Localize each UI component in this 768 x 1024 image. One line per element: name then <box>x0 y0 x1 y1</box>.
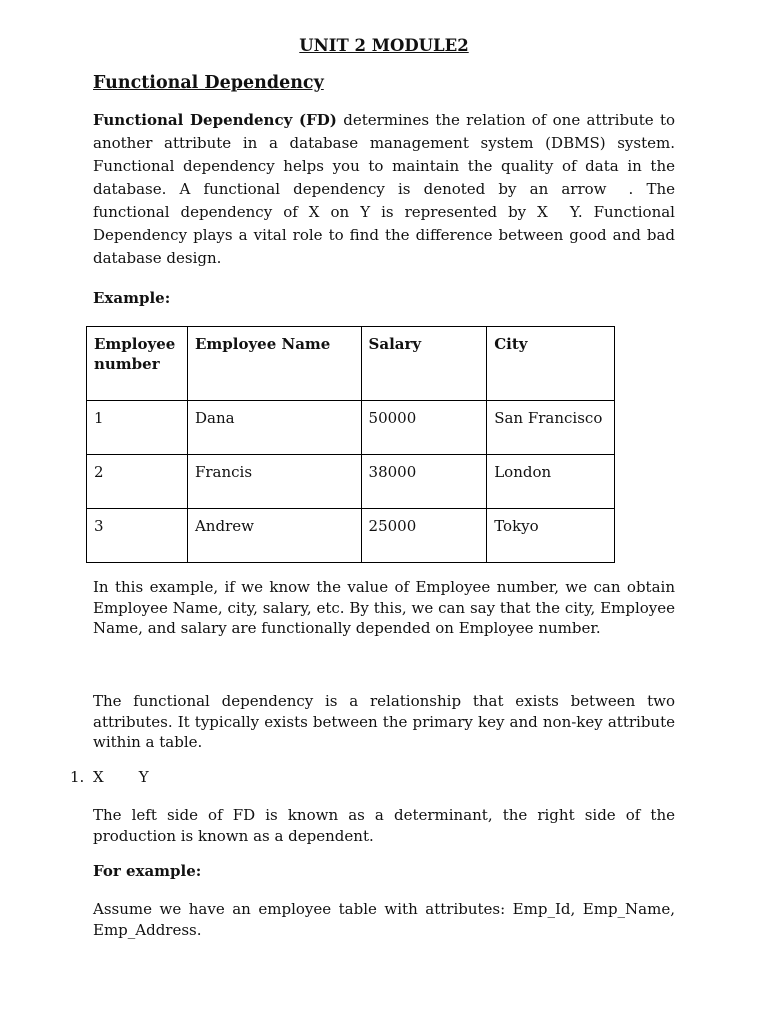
page-title: UNIT 2 MODULE2 <box>299 36 469 55</box>
table-header-cell: Employee Name <box>187 327 361 401</box>
fd-left: X <box>93 768 104 786</box>
table-cell: Tokyo <box>487 509 615 563</box>
explanation-paragraph: In this example, if we know the value of Employee number, we can obtain Employee Name, city, salary, etc. By this, we can say that the city, Employee Name, and salary are functionally depended on Employee number. <box>93 578 675 637</box>
for-example-label: For example: <box>93 862 202 880</box>
table-header-cell: Salary <box>361 327 487 401</box>
table-cell: 1 <box>87 401 188 455</box>
table-cell: Francis <box>187 455 361 509</box>
intro-paragraph <box>93 109 675 270</box>
table-header-cell: Employee number <box>87 327 188 401</box>
table-cell: London <box>487 455 615 509</box>
table-cell: 25000 <box>361 509 487 563</box>
table-row <box>87 509 615 563</box>
list-number: 1. <box>70 768 85 786</box>
table-cell: 3 <box>87 509 188 563</box>
table-cell: San Francisco <box>487 401 615 455</box>
table-row <box>87 455 615 509</box>
intro-text-1: determines the relation of one attribute to another attribute in a database management system (DBMS) system. Functional dependency helps you to maintain the quality of data in the database. A functional dependency is denoted by an arrow <box>93 111 676 198</box>
assume-paragraph: Assume we have an employee table with attributes: Emp_Id, Emp_Name, Emp_Address. <box>93 900 675 939</box>
relationship-paragraph: The functional dependency is a relationship that exists between two attributes. It typically exists between the primary key and non-key attribute within a table. <box>93 692 675 751</box>
table-cell: Andrew <box>187 509 361 563</box>
table-cell: 38000 <box>361 455 487 509</box>
table-cell: 2 <box>87 455 188 509</box>
list-item <box>70 768 149 786</box>
table-row <box>87 401 615 455</box>
section-heading: Functional Dependency <box>93 73 324 93</box>
intro-bold-term: Functional Dependency (FD) <box>93 111 337 129</box>
table-cell: 50000 <box>361 401 487 455</box>
intro-text-2: . The functional dependency of X on Y is represented by X <box>93 180 675 221</box>
employee-table <box>86 326 615 563</box>
determinant-paragraph: The left side of FD is known as a determinant, the right side of the production is known as a dependent. <box>93 806 675 845</box>
intro-text-3: Y. Functional Dependency plays a vital role to find the difference between good and bad database design. <box>93 203 675 267</box>
table-header-row <box>87 327 615 401</box>
fd-right: Y <box>138 768 149 786</box>
table-cell: Dana <box>187 401 361 455</box>
table-header-cell: City <box>487 327 615 401</box>
example-label: Example: <box>93 289 171 307</box>
